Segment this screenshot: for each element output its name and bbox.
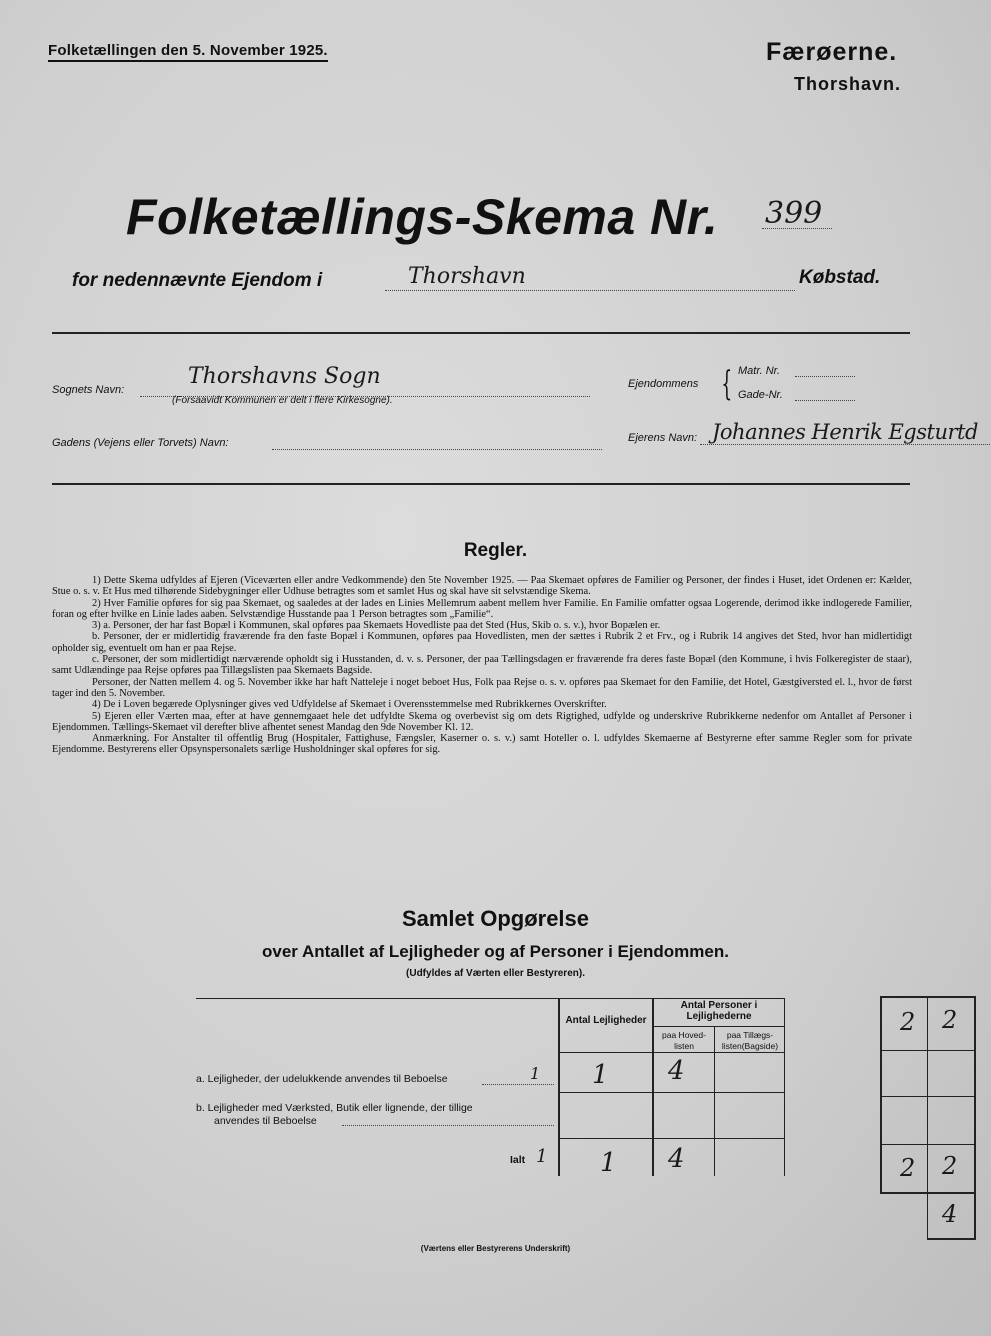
total-hoved: 4 — [668, 1144, 685, 1174]
row-a-label: a. Lejligheder, der udelukkende anvendes til Beboelse — [196, 1073, 448, 1085]
row-a-antal: 1 — [592, 1060, 609, 1090]
town-name: Thorshavn. — [794, 74, 902, 94]
form-number: 399 — [765, 196, 823, 231]
row-a-hoved: 4 — [668, 1056, 685, 1086]
property-location-dots — [385, 290, 795, 291]
property-id-label: Ejendommens — [628, 378, 699, 390]
total-dots-value: 1 — [536, 1146, 548, 1167]
col-tillaeg-header: paa Tillægs-listen(Bagside) — [721, 1030, 779, 1051]
rule-paragraph-3a: 3) a. Personer, der har fast Bopæl i Kommunen, skal opføres paa Skemaets Hovedliste paa det Sted (Hus, Skib o. s. v.), hvor Bopælen er. — [92, 620, 661, 632]
owner-value: Johannes Henrik Egsturtd — [712, 420, 978, 444]
col-hoved-header: paa Hoved-listen — [662, 1030, 706, 1051]
table-top-rule — [196, 998, 784, 999]
total-label: Ialt — [510, 1154, 526, 1166]
property-suffix: Købstad. — [799, 267, 881, 288]
form-number-dots — [762, 228, 832, 229]
side-r1c1: 2 — [900, 1008, 916, 1036]
rules-text — [52, 575, 912, 756]
signature-label: (Værtens eller Bestyrerens Underskrift) — [420, 1244, 571, 1253]
census-date-line: Folketællingen den 5. November 1925. — [48, 42, 328, 62]
summary-title: Samlet Opgørelse — [401, 906, 590, 931]
country-name: Færøerne. — [766, 38, 898, 66]
rule-paragraph-3c: c. Personer, der som midlertidigt nærværende opholdt sig i Husstanden, d. v. s. Personer, der paa Tællingsdagen er fraværende fra deres faste Bopæl (den Kommune, i hvis Folkeregister de staar), samt Udlændinge paa Rejse opføres paa Tillægslisten paa Skemaets Bagside. — [52, 654, 912, 677]
gade-dots — [795, 400, 855, 401]
table-row-rule-1 — [558, 1092, 784, 1093]
table-subhead-rule — [652, 1026, 784, 1027]
col-personer-header: Antal Personer i Lejlighederne — [680, 1000, 758, 1022]
row-a-dots-value: 1 — [530, 1064, 541, 1083]
row-b-label-1: b. Lejligheder med Værksted, Butik eller lignende, der tillige — [196, 1102, 473, 1114]
side-r1c2: 2 — [942, 1006, 958, 1034]
property-prefix: for nedennævnte Ejendom i — [72, 270, 323, 291]
rule-paragraph-4: 4) De i Loven begærede Oplysninger gives ved Udfyldelse af Skemaet i Overensstemmelse med Rubrikkernes Overskrifter. — [92, 699, 607, 711]
form-title: Folketællings-Skema Nr. — [126, 189, 719, 245]
total-antal: 1 — [600, 1148, 617, 1178]
summary-subtitle: over Antallet af Lejligheder og af Personer i Ejendommen. — [262, 942, 729, 961]
parish-note: (Forsaavidt Kommunen er delt i flere Kirkesogne). — [172, 395, 393, 406]
table-col-line-3 — [714, 1026, 715, 1176]
rule-paragraph-note: Anmærkning. For Anstalter til offentlig Brug (Hospitaler, Fattighuse, Fængsler, Kaserner o. s. v.) samt Hoteller o. l. udfyldes Skemaerne af Bestyrerne efter samme Regler som for private Ejendomme. Bestyrerens eller Opsynspersonalets særlige Husholdninger skal opføres for sig. — [52, 733, 912, 756]
table-col-line-4 — [784, 998, 785, 1176]
divider-top — [52, 332, 910, 334]
side-r3c2: 2 — [942, 1152, 958, 1180]
row-a-dots — [482, 1084, 554, 1085]
parish-label: Sognets Navn: — [52, 384, 125, 396]
matr-dots — [795, 376, 855, 377]
divider-bottom — [52, 483, 910, 485]
rule-paragraph-2: 2) Hver Familie opføres for sig paa Skemaet, og saaledes at der lades en Linies Mellemrum aabent mellem hver Familie. En Familie omfatter ogsaa Logerende, derimod ikke indlogerede Familier, foran og efter hvilke en Linie lades aaben. Selvstændige Husstande paa 1 Person betragtes som „Familie“. — [52, 597, 912, 620]
parish-value: Thorshavns Sogn — [188, 364, 381, 389]
row-b-dots — [342, 1125, 554, 1126]
table-row-rule-2 — [558, 1138, 784, 1139]
col-antal-header: Antal Lejligheder — [565, 1015, 647, 1026]
rule-paragraph-night: Personer, der Natten mellem 4. og 5. November ikke har haft Natteleje i noget beboet Hus, Folk paa Rejse o. s. v. opføres paa Skemaet for den Familie, det Hotel, Gæstgiversted el. l., hvor de først tager ind den 5. November. — [52, 676, 912, 699]
side-tally-box — [880, 996, 976, 1240]
street-label: Gadens (Vejens eller Torvets) Navn: — [52, 437, 229, 449]
rule-paragraph-5: 5) Ejeren eller Værten maa, efter at have gennemgaaet hele det udfyldte Skema og overbevist sig om dets Rigtighed, udfylde og underskrive Rubrikkerne nedenfor om Antallet af Personer i Ejendommen. Tællings-Skemaet vil derefter blive afhentet senest Mandag den 9de November Kl. 12. — [52, 710, 912, 733]
owner-label: Ejerens Navn: — [628, 432, 698, 444]
table-head-rule — [558, 1052, 784, 1053]
summary-note: (Udfyldes af Værten eller Bestyreren). — [406, 968, 585, 979]
matr-label: Matr. Nr. — [738, 365, 780, 377]
table-col-line-2 — [652, 998, 654, 1176]
street-dots — [272, 449, 602, 450]
owner-dots — [700, 444, 990, 445]
rule-paragraph-3b: b. Personer, der er midlertidig fraværende fra den faste Bopæl i Kommunen, opføres paa Hovedlisten, men der sættes i Rubrik 2 et Frv., og i Rubrik 14 angives det Sted, hvor han midlertidigt opholder sig, eventuelt om han er paa Rejse. — [52, 631, 912, 654]
rule-paragraph-1: 1) Dette Skema udfyldes af Ejeren (Viceværten eller andre Vedkommende) den 5te November 1925. — Paa Skemaet opføres de Familier og Personer, der findes i Huset, idet Ordenen er: Kælder, Stue o. s. v. Et Hus med tilhørende Sidebygninger eller Udhuse betragtes som et samlet Hus og skal have sit selvstændige Skema. — [52, 575, 912, 598]
rules-title: Regler. — [463, 540, 528, 561]
brace-icon: { — [721, 364, 733, 404]
row-b-label-2: anvendes til Beboelse — [214, 1115, 317, 1127]
property-location: Thorshavn — [408, 264, 526, 289]
gade-label: Gade-Nr. — [738, 389, 783, 401]
side-r3c1: 2 — [900, 1154, 916, 1182]
side-r4c2: 4 — [942, 1200, 958, 1228]
